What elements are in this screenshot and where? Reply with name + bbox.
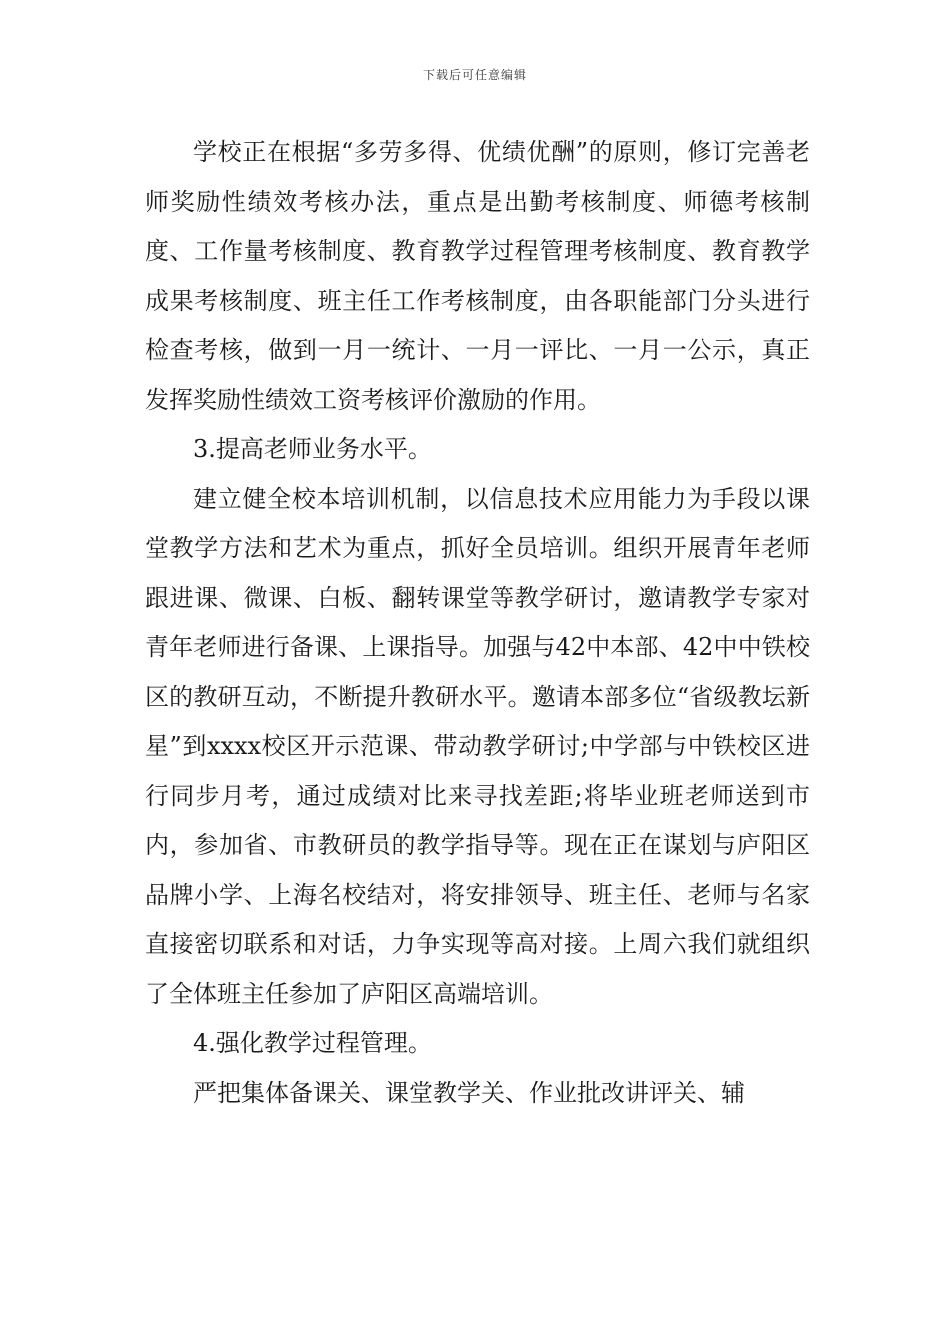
heading-teaching-process-management: 4.强化教学过程管理。	[193, 1029, 432, 1057]
paragraph-school-training: 建立健全校本培训机制，以信息技术应用能力为手段以课堂教学方法和艺术为重点，抓好全员培训。组织开展青年老师跟进课、微课、白板、翻转课堂等教学研讨，邀请教学专家对青年老师进行备课、上课指导。加强与42中本部、42中中铁校区的教研互动，不断提升教研水平。邀请本部多位“省级教坛新星”到xxxx校区开示范课、带动教学研讨;中学部与中铁校区进行同步月考，通过成绩对比来寻找差距;将毕业班老师送到市内，参加省、市教研员的教学指导等。现在正在谋划与庐阳区品牌小学、上海名校结对，将安排领导、班主任、老师与名家直接密切联系和对话，力争实现等高对接。上周六我们就组织了全体班主任参加了庐阳区高端培训。	[145, 484, 810, 1008]
paragraph-strict-control: 严把集体备课关、课堂教学关、作业批改讲评关、辅	[193, 1078, 745, 1107]
page-header-note: 下载后可任意编辑	[422, 68, 527, 82]
paragraph-performance-assessment: 学校正在根据“多劳多得、优绩优酬”的原则，修订完善老师奖励性绩效考核办法，重点是出勤考核制度、师德考核制度、工作量考核制度、教育教学过程管理考核制度、教育教学成果考核制度、班主任工作考核制度，由各职能部门分头进行检查考核，做到一月一统计、一月一评比、一月一公示，真正发挥奖励性绩效工资考核评价激励的作用。	[145, 138, 810, 414]
heading-improve-teacher-skills: 3.提高老师业务水平。	[193, 435, 432, 463]
document-body	[145, 128, 810, 1118]
